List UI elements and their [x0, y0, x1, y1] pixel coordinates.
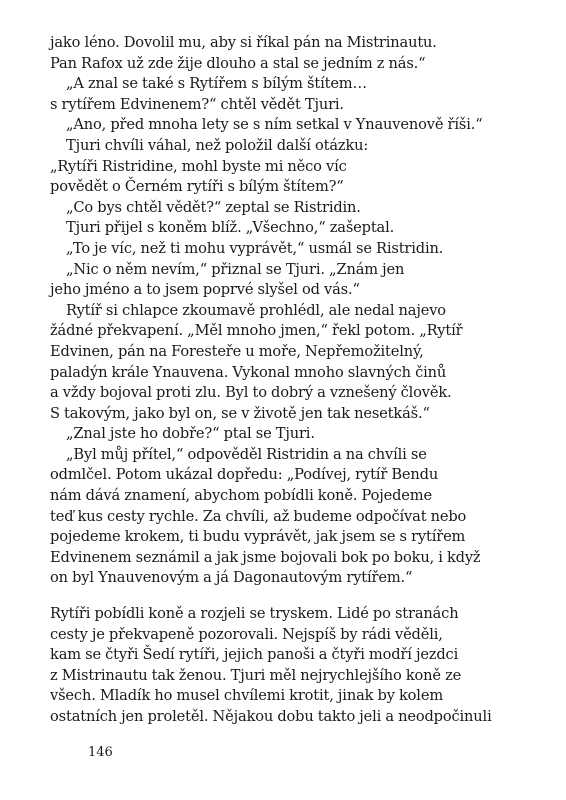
text-line: a vždy bojoval proti zlu. Byl to dobrý a vznešený člověk.: [50, 384, 452, 402]
text-line: odmlčel. Potom ukázal dopředu: „Podívej, rytíř Bendu: [50, 466, 439, 484]
text-line: „Ano, před mnoha lety se s ním setkal v Ynauvenově říši.“: [66, 116, 483, 134]
text-block-top: [50, 33, 540, 589]
page-number: 146: [88, 745, 113, 760]
text-line: S takovým, jako byl on, se v životě jen tak nesetkáš.“: [50, 404, 430, 422]
text-line: jako léno. Dovolil mu, aby si říkal pán na Mistrinautu.: [50, 34, 437, 51]
text-line: „To je víc, než ti mohu vyprávět,“ usmál se Ristridin.: [66, 239, 444, 257]
text-line: z Mistrinautu tak ženou. Tjuri měl nejrychlejšího koně ze: [50, 666, 462, 684]
text-line: „Rytíři Ristridine, mohl byste mi něco víc: [50, 157, 347, 175]
text-line: všech. Mladík ho musel chvílemi krotit, jinak by kolem: [50, 687, 444, 705]
text-line: pojedeme krokem, ti budu vyprávět, jak jsem se s rytířem: [50, 528, 466, 546]
text-line: s rytířem Edvinenem?“ chtěl vědět Tjuri.: [50, 95, 344, 113]
text-line: teď kus cesty rychle. Za chvíli, až budeme odpočívat nebo: [50, 507, 467, 525]
text-line: Rytíř si chlapce zkoumavě prohlédl, ale nedal najevo: [66, 301, 446, 319]
text-line: Edvinen, pán na Foresteře u moře, Nepřemožitelný,: [50, 342, 424, 360]
text-line: kam se čtyři Šedí rytíři, jejich panoši a čtyři modří jezdci: [50, 646, 459, 664]
text-line: „A znal se také s Rytířem s bílým štítem…: [66, 75, 367, 93]
text-line: Rytíři pobídli koně a rozjeli se tryskem. Lidé po stranách: [50, 605, 459, 622]
text-block-bottom: [50, 604, 540, 728]
text-line: Tjuri přijel s koněm blíž. „Všechno,“ zašeptal.: [66, 219, 395, 237]
text-line: žádné překvapení. „Měl mnoho jmen,“ řekl potom. „Rytíř: [50, 322, 463, 340]
text-line: nám dává znamení, abychom pobídli koně. Pojedeme: [50, 487, 432, 505]
text-line: „Co bys chtěl vědět?“ zeptal se Ristridin.: [66, 198, 361, 216]
text-line: ostatních jen proletěl. Nějakou dobu takto jeli a neodpočinuli: [50, 707, 492, 725]
text-line: Edvinenem seznámil a jak jsme bojovali bok po boku, i když: [50, 548, 481, 566]
text-line: povědět o Černém rytíři s bílým štítem?“: [50, 178, 344, 196]
text-line: jeho jméno a to jsem poprvé slyšel od vás.“: [50, 281, 360, 299]
text-line: „Byl můj přítel,“ odpověděl Ristridin a na chvíli se: [66, 445, 427, 463]
text-line: Pan Rafox už zde žije dlouho a stal se jedním z nás.“: [50, 54, 426, 72]
text-line: cesty je překvapeně pozorovali. Nejspíš by rádi věděli,: [50, 625, 443, 643]
text-line: paladýn krále Ynauvena. Vykonal mnoho slavných činů: [50, 363, 447, 381]
text-line: Tjuri chvíli váhal, než položil další otázku:: [66, 136, 369, 154]
text-line: „Nic o něm nevím,“ přiznal se Tjuri. „Znám jen: [66, 260, 405, 278]
text-line: on byl Ynauvenovým a já Dagonautovým rytířem.“: [50, 569, 413, 587]
text-line: „Znal jste ho dobře?“ ptal se Tjuri.: [66, 425, 315, 443]
